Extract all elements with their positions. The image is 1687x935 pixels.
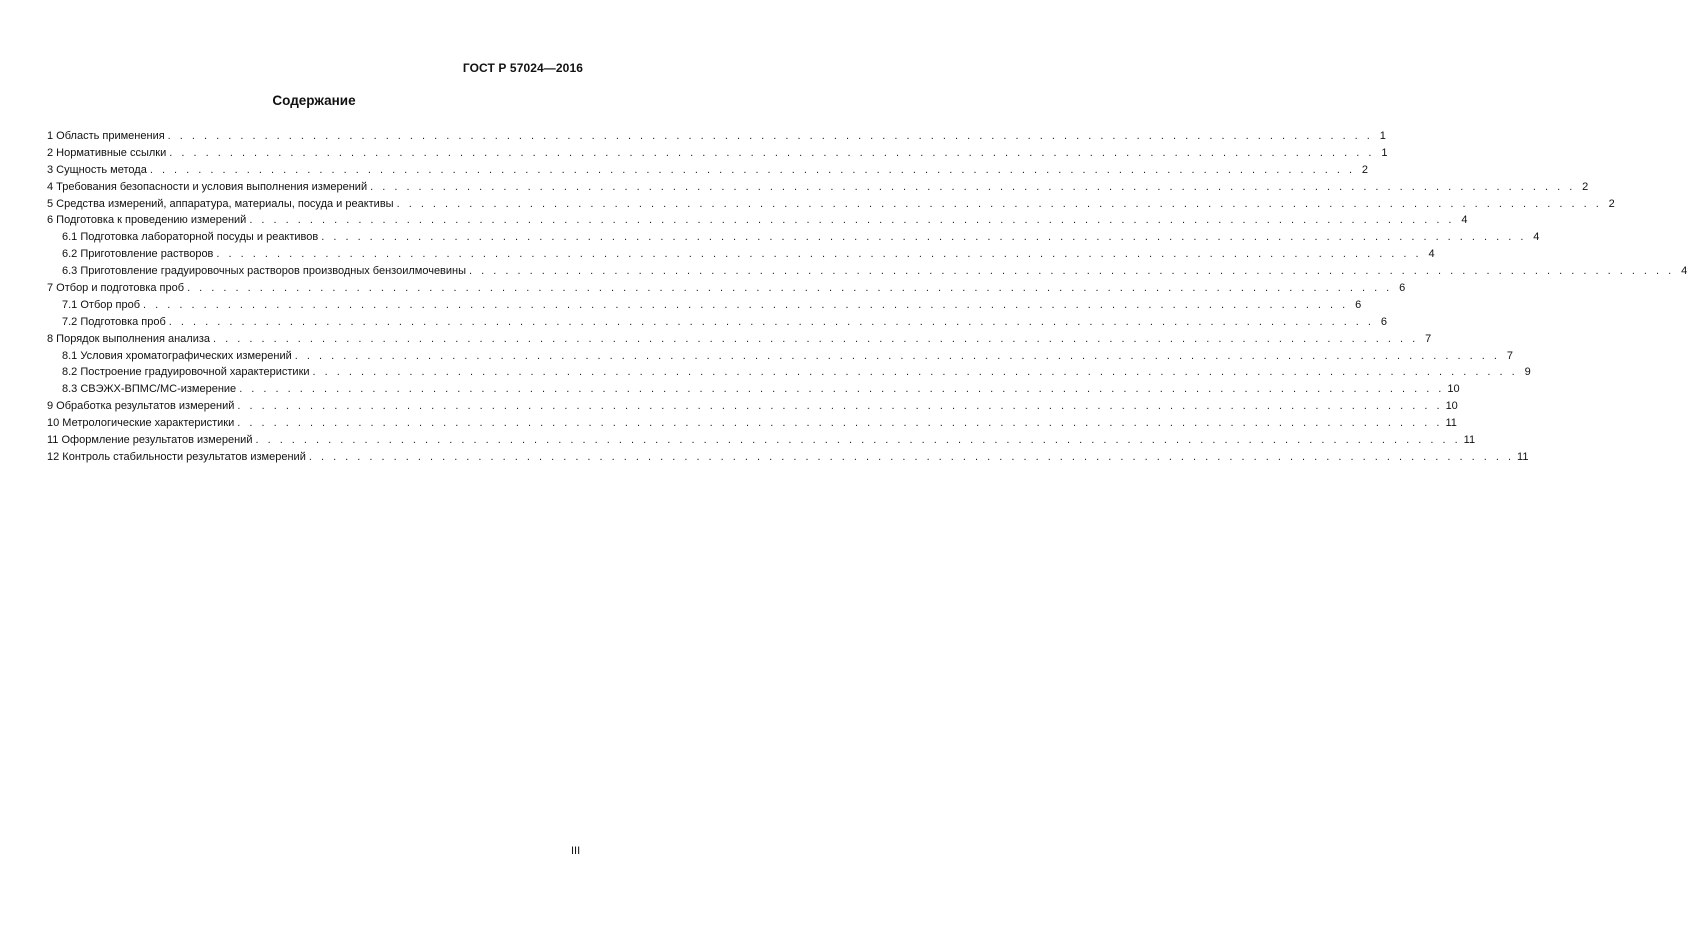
toc-entry-page: 1 (1379, 130, 1386, 142)
toc-entry[interactable] (47, 400, 1458, 417)
toc-entry-page: 11 (1445, 417, 1457, 430)
toc-entry-page: 6 (1355, 298, 1362, 311)
toc-entry[interactable] (47, 197, 1615, 215)
toc-leader-dots: . . . . . . . . . . . . . . . . . . . . . . . . . . . . . . . . . . . . . . . . . . . . . . . . . . . . . . . . . . . . . . . . . . . . . . . . . . . . . . . . . . . . . . . . . . . . . . . . . . . . (216, 248, 1422, 261)
toc-leader-dots: . . . . . . . . . . . . . . . . . . . . . . . . . . . . . . . . . . . . . . . . . . . . . . . . . . . . . . . . . . . . . . . . . . . . . . . . . . . . . . . . . . . . . . . . . . . . . . . . . . . . (469, 265, 1675, 278)
toc-leader-dots: . . . . . . . . . . . . . . . . . . . . . . . . . . . . . . . . . . . . . . . . . . . . . . . . . . . . . . . . . . . . . . . . . . . . . . . . . . . . . . . . . . . . . . . . . . . . . . . . . . . . (308, 450, 1515, 463)
toc-entry[interactable] (47, 332, 1432, 350)
toc-leader-dots: . . . . . . . . . . . . . . . . . . . . . . . . . . . . . . . . . . . . . . . . . . . . . . . . . . . . . . . . . . . . . . . . . . . . . . . . . . . . . . . . . . . . . . . . . . . . . . . . . . . . (255, 434, 1461, 447)
toc-entry-page: 2 (1582, 180, 1589, 193)
toc-leader-dots: . . . . . . . . . . . . . . . . . . . . . . . . . . . . . . . . . . . . . . . . . . . . . . . . . . . . . . . . . . . . . . . . . . . . . . . . . . . . . . . . . . . . . . . . . . . . . . . . . . . . (396, 197, 1602, 210)
toc-entry-title: 12 Контроль стабильности результатов измерений (47, 450, 306, 463)
toc-entry-page: 1 (1381, 146, 1388, 159)
toc-entry-page: 4 (1681, 265, 1687, 278)
toc-leader-dots: . . . . . . . . . . . . . . . . . . . . . . . . . . . . . . . . . . . . . . . . . . . . . . . . . . . . . . . . . . . . . . . . . . . . . . . . . . . . . . . . . . . . . . . . . . . . . . . . . . . . (239, 383, 1445, 396)
toc-leader-dots: . . . . . . . . . . . . . . . . . . . . . . . . . . . . . . . . . . . . . . . . . . . . . . . . . . . . . . . . . . . . . . . . . . . . . . . . . . . . . . . . . . . . . . . . . . . . . . . . . . . . (249, 214, 1455, 227)
toc-entry-page: 7 (1506, 349, 1513, 362)
toc-entry-title: 11 Оформление результатов измерений (47, 434, 253, 447)
toc-entry-title: 6 Подготовка к проведению измерений (47, 214, 247, 227)
toc-entry[interactable] (47, 265, 1687, 282)
toc-entry-page: 6 (1399, 282, 1406, 295)
page-number: III (571, 845, 581, 857)
toc-leader-dots: . . . . . . . . . . . . . . . . . . . . . . . . . . . . . . . . . . . . . . . . . . . . . . . . . . . . . . . . . . . . . . . . . . . . . . . . . . . . . . . . . . . . . . . . . . . . . . . . . . . . (370, 180, 1576, 193)
toc-leader-dots: . . . . . . . . . . . . . . . . . . . . . . . . . . . . . . . . . . . . . . . . . . . . . . . . . . . . . . . . . . . . . . . . . . . . . . . . . . . . . . . . . . . . . . . . . . . . . . . . . . . . (312, 366, 1518, 379)
toc-entry[interactable] (47, 349, 1513, 367)
toc-entry[interactable] (47, 163, 1369, 181)
toc-leader-dots: . . . . . . . . . . . . . . . . . . . . . . . . . . . . . . . . . . . . . . . . . . . . . . . . . . . . . . . . . . . . . . . . . . . . . . . . . . . . . . . . . . . . . . . . . . . . . . . . . . . . (187, 282, 1393, 295)
toc-entry-title: 10 Метрологические характеристики (47, 417, 235, 430)
table-of-contents (47, 130, 1687, 468)
toc-title: Содержание (272, 93, 356, 108)
toc-entry-page: 2 (1608, 197, 1615, 210)
toc-entry[interactable] (47, 248, 1435, 265)
toc-entry-page: 4 (1428, 248, 1435, 261)
toc-entry-title: 7 Отбор и подготовка проб (47, 282, 185, 295)
toc-entry-page: 10 (1447, 383, 1460, 396)
toc-leader-dots: . . . . . . . . . . . . . . . . . . . . . . . . . . . . . . . . . . . . . . . . . . . . . . . . . . . . . . . . . . . . . . . . . . . . . . . . . . . . . . . . . . . . . . . . . . . . . . . . . . . . (321, 231, 1527, 244)
toc-entry-title: 4 Требования безопасности и условия выполнения измерений (47, 180, 368, 193)
toc-leader-dots: . . . . . . . . . . . . . . . . . . . . . . . . . . . . . . . . . . . . . . . . . . . . . . . . . . . . . . . . . . . . . . . . . . . . . . . . . . . . . . . . . . . . . . . . . . . . . . . . . . . . (169, 146, 1375, 159)
toc-entry-title: 3 Сущность метода (47, 163, 147, 176)
toc-entry[interactable] (47, 383, 1460, 400)
toc-entry[interactable] (47, 180, 1589, 198)
toc-entry[interactable] (47, 130, 1386, 147)
toc-entry-title: 9 Обработка результатов измерений (47, 400, 235, 413)
toc-entry-page: 9 (1524, 366, 1531, 379)
toc-entry[interactable] (47, 146, 1388, 164)
standard-code: ГОСТ Р 57024—2016 (462, 61, 583, 75)
toc-entry-page: 11 (1517, 450, 1529, 463)
toc-entry[interactable] (47, 434, 1476, 451)
toc-entry-page: 2 (1361, 163, 1369, 176)
toc-entry-page: 4 (1533, 231, 1540, 244)
toc-entry[interactable] (47, 417, 1457, 434)
toc-entry-title: 6.1 Подготовка лабораторной посуды и реактивов (62, 231, 319, 244)
toc-leader-dots: . . . . . . . . . . . . . . . . . . . . . . . . . . . . . . . . . . . . . . . . . . . . . . . . . . . . . . . . . . . . . . . . . . . . . . . . . . . . . . . . . . . . . . . . . . . . . . . . . . . . (143, 298, 1349, 311)
toc-entry-page: 11 (1463, 434, 1476, 447)
toc-leader-dots: . . . . . . . . . . . . . . . . . . . . . . . . . . . . . . . . . . . . . . . . . . . . . . . . . . . . . . . . . . . . . . . . . . . . . . . . . . . . . . . . . . . . . . . . . . . . . . . . . . . . (168, 315, 1374, 328)
toc-entry-title: 8.2 Построение градуировочной характеристики (62, 366, 310, 379)
toc-leader-dots: . . . . . . . . . . . . . . . . . . . . . . . . . . . . . . . . . . . . . . . . . . . . . . . . . . . . . . . . . . . . . . . . . . . . . . . . . . . . . . . . . . . . . . . . . . . . . . . . . . . . (237, 417, 1443, 430)
toc-entry[interactable] (47, 315, 1387, 333)
toc-leader-dots: . . . . . . . . . . . . . . . . . . . . . . . . . . . . . . . . . . . . . . . . . . . . . . . . . . . . . . . . . . . . . . . . . . . . . . . . . . . . . . . . . . . . . . . . . . . . . . . . . . . . (213, 332, 1419, 345)
toc-entry[interactable] (47, 366, 1531, 383)
toc-entry-title: 7.2 Подготовка проб (62, 315, 166, 328)
toc-entry-title: 5 Средства измерений, аппаратура, материалы, посуда и реактивы (47, 197, 394, 210)
toc-entry-page: 7 (1425, 332, 1432, 345)
toc-leader-dots: . . . . . . . . . . . . . . . . . . . . . . . . . . . . . . . . . . . . . . . . . . . . . . . . . . . . . . . . . . . . . . . . . . . . . . . . . . . . . . . . . . . . . . . . . . . . . . . . . . . . (167, 130, 1373, 142)
toc-leader-dots: . . . . . . . . . . . . . . . . . . . . . . . . . . . . . . . . . . . . . . . . . . . . . . . . . . . . . . . . . . . . . . . . . . . . . . . . . . . . . . . . . . . . . . . . . . . . . . . . . . . . (149, 163, 1356, 176)
toc-entry-title: 7.1 Отбор проб (62, 298, 141, 311)
toc-entry-page: 6 (1380, 315, 1387, 328)
toc-entry[interactable] (47, 282, 1406, 299)
toc-entry-title: 1 Область применения (47, 130, 165, 142)
toc-leader-dots: . . . . . . . . . . . . . . . . . . . . . . . . . . . . . . . . . . . . . . . . . . . . . . . . . . . . . . . . . . . . . . . . . . . . . . . . . . . . . . . . . . . . . . . . . . . . . . . . . . . . (237, 400, 1443, 413)
toc-entry-title: 6.3 Приготовление градуировочных растворов производных бензоилмочевины (62, 265, 467, 278)
toc-entry-title: 6.2 Приготовление растворов (62, 248, 214, 261)
toc-entry[interactable] (47, 231, 1540, 248)
toc-entry-page: 10 (1445, 400, 1458, 413)
toc-entry-title: 2 Нормативные ссылки (47, 146, 167, 159)
toc-entry-page: 4 (1461, 214, 1468, 227)
toc-entry-title: 8.1 Условия хроматографических измерений (62, 349, 292, 362)
toc-entry-title: 8.3 СВЭЖХ-ВПМС/МС-измерение (62, 383, 237, 396)
toc-entry-title: 8 Порядок выполнения анализа (47, 332, 211, 345)
toc-entry[interactable] (47, 298, 1362, 316)
toc-entry[interactable] (47, 450, 1529, 468)
toc-leader-dots: . . . . . . . . . . . . . . . . . . . . . . . . . . . . . . . . . . . . . . . . . . . . . . . . . . . . . . . . . . . . . . . . . . . . . . . . . . . . . . . . . . . . . . . . . . . . . . . . . . . . (294, 349, 1500, 362)
toc-entry[interactable] (47, 214, 1468, 231)
